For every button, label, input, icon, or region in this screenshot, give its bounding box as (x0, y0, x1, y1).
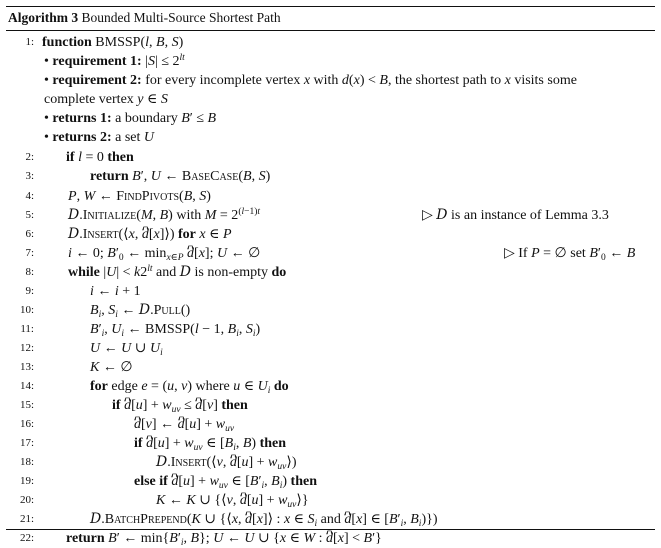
algo-line-5 (6, 206, 655, 225)
algorithm-number: Algorithm 3 (8, 10, 79, 25)
line-code: D.Initialize(M, B) with $M = 2^{(l-1)t}$ (68, 207, 261, 223)
line-code: for edge e = (u, v) where u ∈ $U_i$ do (90, 379, 289, 396)
algo-line-15 (6, 396, 655, 415)
line-code: return B′ ← $\min\{B'_i$, B}; U ← U ∪ {x ∈ W : d[x] < B′} (66, 531, 382, 548)
line-comment: ▷ If P = ∅ set $B'_0$ ← B (504, 246, 636, 263)
line-code: D.Insert(⟨x, d[x]⟩) for x ∈ P (68, 226, 232, 242)
line-code: • requirement 1: $|S| \le 2^{lt}$ (44, 53, 185, 69)
line-code: i ← i + 1 (90, 284, 141, 299)
algo-line-11 (6, 320, 655, 339)
requirement-2-line (6, 71, 655, 90)
algo-line-19 (6, 472, 655, 491)
line-code: U ← U ∪ $U_i$ (90, 341, 163, 358)
line-code: • requirement 2: for every incomplete vertex x with d(x) < B, the shortest path to x visits some (44, 73, 577, 88)
line-number: 2: (25, 151, 34, 163)
line-number: 3: (25, 170, 34, 182)
top-rule (6, 6, 655, 7)
algo-line-1 (6, 33, 655, 52)
line-code: if $d[u] + w_{uv}$ ∈ [$B_i$, B) then (134, 436, 287, 453)
line-code: K ← K ∪ {⟨v, $d[u] + w_{uv}⟩$} (156, 493, 309, 510)
line-number: 20: (19, 494, 34, 506)
line-number: 13: (19, 361, 34, 373)
algo-line-16 (6, 415, 655, 434)
line-code: $B_i$, $S_i$ ← D.Pull() (90, 302, 191, 320)
algo-line-22 (6, 529, 655, 548)
line-code: i ← 0; $B'_0$ ← $\min_{x\in P} d[x]$; U ← ∅ (68, 246, 261, 263)
algo-line-6 (6, 225, 655, 244)
algo-line-2 (6, 148, 655, 167)
algo-line-21 (6, 510, 655, 529)
line-code: D.Insert(⟨v, $d[u] + w_{uv}⟩$) (156, 454, 297, 472)
requirement-2-continuation: complete vertex y ∈ S (44, 92, 168, 107)
algo-line-3 (6, 167, 655, 186)
algo-line-10 (6, 301, 655, 320)
line-code: $B'_i$, $U_i$ ← BMSSP(l − 1, $B_i$, $S_i$) (90, 322, 261, 339)
line-code: else if $d[u] + w_{uv}$ ∈ [$B'_i$, $B_i$) then (134, 474, 317, 491)
line-code: function BMSSP(l, B, S) (42, 35, 184, 50)
line-number: 11: (20, 323, 34, 335)
returns-1-line (6, 109, 655, 128)
requirement-1-line (6, 52, 655, 71)
line-number: 1: (25, 36, 34, 48)
algorithm-caption (8, 10, 281, 26)
line-code: d[v] ← $d[u] + w_{uv}$ (134, 417, 235, 434)
line-code: return B′, U ← BaseCase(B, S) (90, 169, 271, 184)
line-number: 6: (25, 228, 34, 240)
caption-rule (6, 30, 655, 31)
line-number: 9: (25, 285, 34, 297)
algo-line-20 (6, 491, 655, 510)
line-code: K ← ∅ (90, 360, 133, 375)
algo-line-12 (6, 339, 655, 358)
algo-line-8 (6, 263, 655, 282)
returns-2-line (6, 128, 655, 147)
algo-line-17 (6, 434, 655, 453)
line-number: 7: (25, 247, 34, 259)
line-number: 15: (19, 399, 34, 411)
line-comment: ▷ D is an instance of Lemma 3.3 (422, 207, 609, 223)
line-number: 18: (19, 456, 34, 468)
line-number: 10: (19, 304, 34, 316)
line-number: 16: (19, 418, 34, 430)
line-number: 4: (25, 190, 34, 202)
algorithm-box (6, 6, 655, 548)
line-code: if $d[u] + w_{uv} \le d[v]$ then (112, 398, 248, 415)
line-number: 12: (19, 342, 34, 354)
line-number: 14: (19, 380, 34, 392)
algo-line-13 (6, 358, 655, 377)
algo-line-9 (6, 282, 655, 301)
line-number: 5: (25, 209, 34, 221)
line-code: if l = 0 then (66, 150, 134, 165)
algo-line-7 (6, 244, 655, 263)
line-code: while $|U| < k2^{lt}$ and D is non-empty do (68, 264, 287, 280)
algorithm-title: Bounded Multi-Source Shortest Path (81, 10, 281, 25)
algo-line-4 (6, 187, 655, 206)
line-number: 17: (19, 437, 34, 449)
line-code: • returns 2: a set U (44, 130, 155, 145)
line-number: 8: (25, 266, 34, 278)
algo-line-18 (6, 453, 655, 472)
line-number: 21: (19, 513, 34, 525)
algo-line-14 (6, 377, 655, 396)
line-number: 19: (19, 475, 34, 487)
line-number: 22: (19, 532, 34, 544)
line-code: D.BatchPrepend(K ∪ {⟨x, d[x]⟩ : x ∈ $S_i$ and d[x] ∈ [$B'_i$, $B_i$)}) (90, 511, 438, 529)
line-code: P, W ← FindPivots(B, S) (68, 189, 211, 204)
bottom-rule (6, 529, 655, 530)
line-code: • returns 1: a boundary B′ ≤ B (44, 111, 217, 126)
